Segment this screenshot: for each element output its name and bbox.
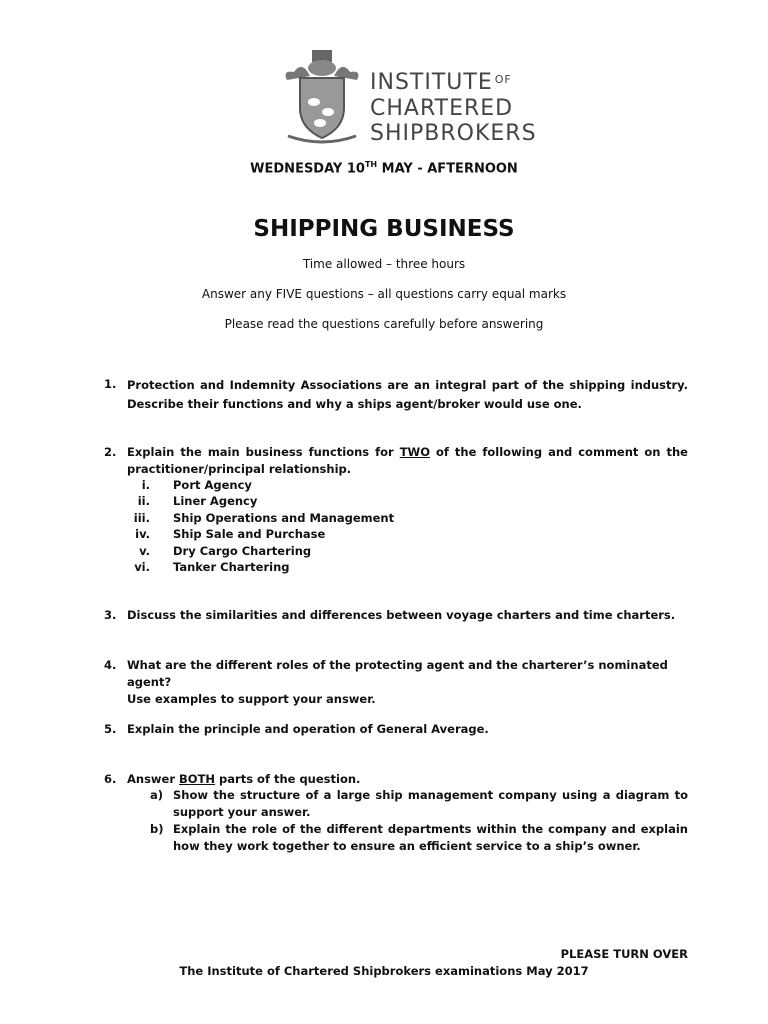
question-text: Protection and Indemnity Associations are an integral part of the shipping industry. Describe their functions and why a ships agent/broker would use one. <box>127 378 688 411</box>
question-6-part-a: a) Show the structure of a large ship management company using a diagram to support your answer. <box>150 788 688 819</box>
exam-date: WEDNESDAY 10TH MAY - AFTERNOON <box>250 160 518 177</box>
question-text: Answer BOTH parts of the question. <box>127 772 361 786</box>
logo-line-2: CHARTERED <box>370 96 514 121</box>
page-title: SHIPPING BUSINESS <box>253 216 515 242</box>
instructions: Answer any FIVE questions – all questions carry equal marks <box>201 287 567 301</box>
question-text: Explain the principle and operation of General Average. <box>127 722 489 736</box>
time-allowed: Time allowed – three hours <box>302 257 466 271</box>
question-1 <box>104 376 688 414</box>
question-number: 5. <box>104 722 117 736</box>
question-number: 2. <box>104 445 117 459</box>
institute-logo-text <box>370 67 537 146</box>
question-number: 6. <box>104 772 117 786</box>
question-5 <box>104 721 688 738</box>
question-3 <box>104 607 688 624</box>
question-4 <box>104 657 688 708</box>
emphasis: BOTH <box>179 772 216 786</box>
please-turn-over: PLEASE TURN OVER <box>560 947 688 961</box>
exam-footer: The Institute of Chartered Shipbrokers examinations May 2017 <box>179 964 589 978</box>
question-text: Discuss the similarities and differences between voyage charters and time charters. <box>127 608 676 622</box>
question-text: What are the different roles of the protecting agent and the charterer’s nominated agent? Use examples to support your answer. <box>127 658 668 706</box>
question-number: 1. <box>104 377 117 391</box>
logo-line-1: INSTITUTE <box>370 70 493 95</box>
question-2 <box>104 444 688 478</box>
emphasis: TWO <box>399 445 431 459</box>
question-number: 3. <box>104 608 117 622</box>
question-text: Explain the main business functions for TWO of the following and comment on the practitioner/principal relationship. <box>127 445 688 476</box>
read-notice: Please read the questions carefully before answering <box>224 317 544 331</box>
logo-of: OF <box>494 73 512 86</box>
question-number: 4. <box>104 658 117 672</box>
question-6 <box>104 771 688 788</box>
logo-line-3: SHIPBROKERS <box>370 121 537 146</box>
crest-icon <box>282 50 362 146</box>
question-6-part-b: b) Explain the role of the different departments within the company and explain how they work together to ensure an efficient service to a ship’s owner. <box>150 822 688 853</box>
